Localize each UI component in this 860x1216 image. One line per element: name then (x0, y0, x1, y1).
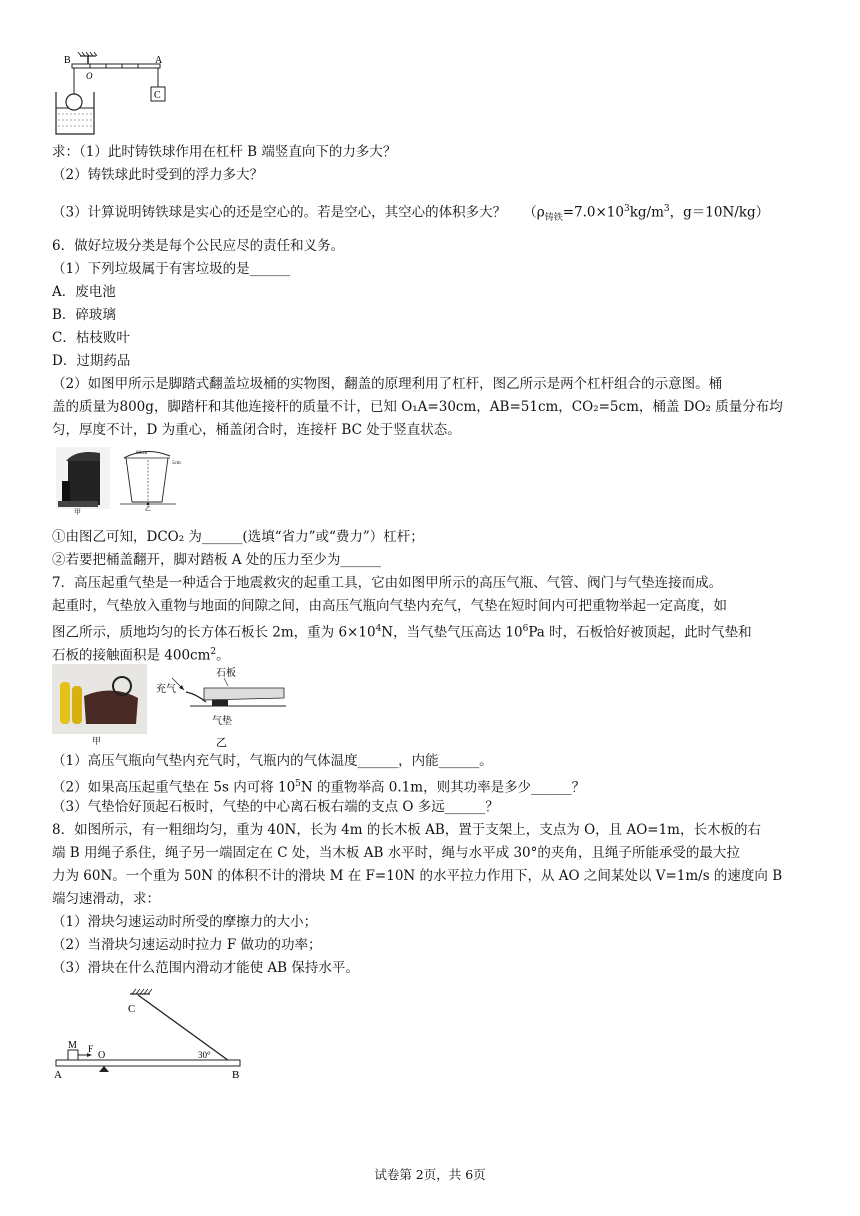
q6-stem: 6．做好垃圾分类是每个公民应尽的责任和义务。 (52, 238, 345, 254)
q8-label-angle: 30° (198, 1050, 211, 1060)
q7-label-shiban: 石板 (216, 668, 236, 679)
q7-airbag-schematic (150, 664, 290, 750)
q8-line-3: 力为 60N。一个重为 50N 的体积不计的滑块 M 在 F=10N 的水平拉力作用下，从 AO 之间某处以 V=1m/s 的速度向 B (52, 868, 783, 884)
q7-line-4-sup: 2 (210, 647, 217, 657)
q5-label-o: O (86, 71, 93, 81)
q6-label-5cm: 5cm (172, 461, 181, 466)
q7-label-jia: 甲 (92, 737, 102, 747)
q8-label-a: A (54, 1069, 62, 1078)
q7-line-1: 7．高压起重气垫是一种适合于地震救灾的起重工具，它由如图甲所示的高压气瓶、气管、阀门与气垫连接而成。 (52, 575, 723, 591)
q6-question-1: ①由图乙可知，DCO₂ 为______(选填“省力”或“费力”）杠杆； (52, 529, 424, 545)
q6-sub-2-line-3: 匀，厚度不计，D 为重心，桶盖闭合时，连接杆 BC 处于竖直状态。 (52, 422, 461, 438)
q6-sub-1: （1）下列垃圾属于有害垃圾的是______ (52, 261, 291, 277)
q5-label-c: C (154, 90, 161, 101)
q7-part-3: （3）气垫恰好顶起石板时，气垫的中心离石板右端的支点 O 多远______？ (52, 799, 499, 815)
q8-line-1: 8．如图所示，有一粗细均匀，重为 40N，长为 4m 的长木板 AB，置于支架上，支点为 O，且 AO=1m，长木板的右 (52, 822, 761, 838)
q8-label-b: B (232, 1069, 240, 1078)
q8-label-c: C (128, 1003, 136, 1015)
q5-rho-unit-sup: 3 (663, 204, 670, 214)
q8-line-4: 端匀速滑动，求： (52, 891, 160, 907)
q7-line-4 (52, 643, 230, 665)
q6-bin-photo (56, 447, 110, 509)
q5-label-b: B (64, 55, 71, 66)
airbag-icon (52, 664, 147, 734)
q5-rho-sub: 铸铁 (544, 213, 563, 224)
q7-label-chongqi: 充气 (156, 684, 176, 695)
q7-line-2: 起重时，气垫放入重物与地面的间隙之间，由高压气瓶向气垫内充气，气垫在短时间内可把重物举起一定高度，如 (52, 598, 727, 614)
q6-option-c: C．枯枝败叶 (52, 330, 130, 346)
q5-ask-1: 求：（1）此时铸铁球作用在杠杆 B 端竖直向下的力多大？ (52, 144, 397, 160)
q5-part-3 (52, 200, 769, 227)
q7-part-2b: N 的重物举高 0.1m，则其功率是多少______？ (300, 779, 586, 796)
q8-label-m: M (68, 1040, 77, 1051)
q8-label-o: O (98, 1050, 106, 1061)
q7-line-3b: N，当气垫气压高达 10 (381, 624, 523, 641)
q6-question-2: ②若要把桶盖翻开，脚对踏板 A 处的压力至少为______ (52, 552, 381, 568)
q5-label-a: A (155, 55, 163, 66)
q8-part-2: （2）当滑块匀速运动时拉力 F 做功的功率； (52, 937, 322, 953)
q6-option-a: A．废电池 (52, 284, 116, 300)
q6-label-60cm: 60cm (136, 451, 148, 456)
q8-part-1: （1）滑块匀速运动时所受的摩擦力的大小； (52, 914, 318, 930)
q7-line-4b: 。 (216, 647, 230, 664)
q7-line-3c: Pa 时，石板恰好被顶起，此时气垫和 (528, 624, 752, 641)
q5-g: ，g＝10N/kg） (669, 204, 770, 221)
q8-part-3: （3）滑块在什么范围内滑动才能使 AB 保持水平。 (52, 960, 359, 976)
q6-sub-2-line-1: （2）如图甲所示是脚踏式翻盖垃圾桶的实物图，翻盖的原理利用了杠杆，图乙所示是两个杠杆组合的示意图。桶 (52, 376, 723, 392)
q6-label-jia: 甲 (74, 508, 81, 516)
q8-board-figure (48, 988, 248, 1078)
q8-label-f: F (88, 1044, 94, 1054)
q7-line-3a: 图乙所示，质地均匀的长方体石板长 2m，重为 6×10 (52, 624, 376, 641)
q7-airbag-photo (52, 664, 147, 734)
q7-line-3 (52, 620, 752, 642)
q7-line-3-sup-1: 4 (375, 624, 382, 634)
trash-bin-icon (56, 447, 110, 509)
q7-part-2a: （2）如果高压起重气垫在 5s 内可将 10 (52, 779, 296, 796)
q6-lever-schematic (118, 446, 184, 512)
q5-rho: （ρ (523, 204, 545, 221)
q5-rho-unit: kg/m (629, 204, 664, 221)
q6-sub-2-line-2: 盖的质量为800g，脚踏杆和其他连接杆的质量不计，已知 O₁A=30cm，AB=51cm，CO₂=5cm，桶盖 DO₂ 质量分布均 (52, 399, 783, 415)
q6-option-d: D．过期药品 (52, 353, 131, 369)
q5-rho-val: =7.0×10 (562, 204, 624, 221)
q7-line-4a: 石板的接触面积是 400cm (52, 647, 211, 664)
q7-part-2 (52, 775, 585, 797)
q7-line-3-sup-2: 6 (522, 624, 529, 634)
q6-option-b: B．碎玻璃 (52, 307, 116, 323)
q5-part-2: （2）铸铁球此时受到的浮力多大？ (52, 167, 264, 183)
q7-label-yi: 乙 (216, 737, 227, 749)
q7-part-1: （1）高压气瓶向气垫内充气时，气瓶内的气体温度______，内能______。 (52, 753, 493, 769)
q5-part-3-main: （3）计算说明铸铁球是实心的还是空心的。若是空心，其空心的体积多大？ (52, 204, 507, 221)
q7-part-2-sup: 5 (295, 779, 301, 789)
q8-line-2: 端 B 用绳子系住，绳子另一端固定在 C 处，当木板 AB 水平时，绳与水平成 30°的夹角，且绳子所能承受的最大拉 (52, 845, 740, 861)
q6-label-yi: 乙 (145, 507, 152, 512)
q5-lever-figure (50, 52, 180, 138)
q5-rho-sup: 3 (624, 204, 630, 214)
q7-label-qidian: 气垫 (212, 716, 232, 727)
page-footer: 试卷第 2页，共 6页 (374, 1167, 486, 1182)
